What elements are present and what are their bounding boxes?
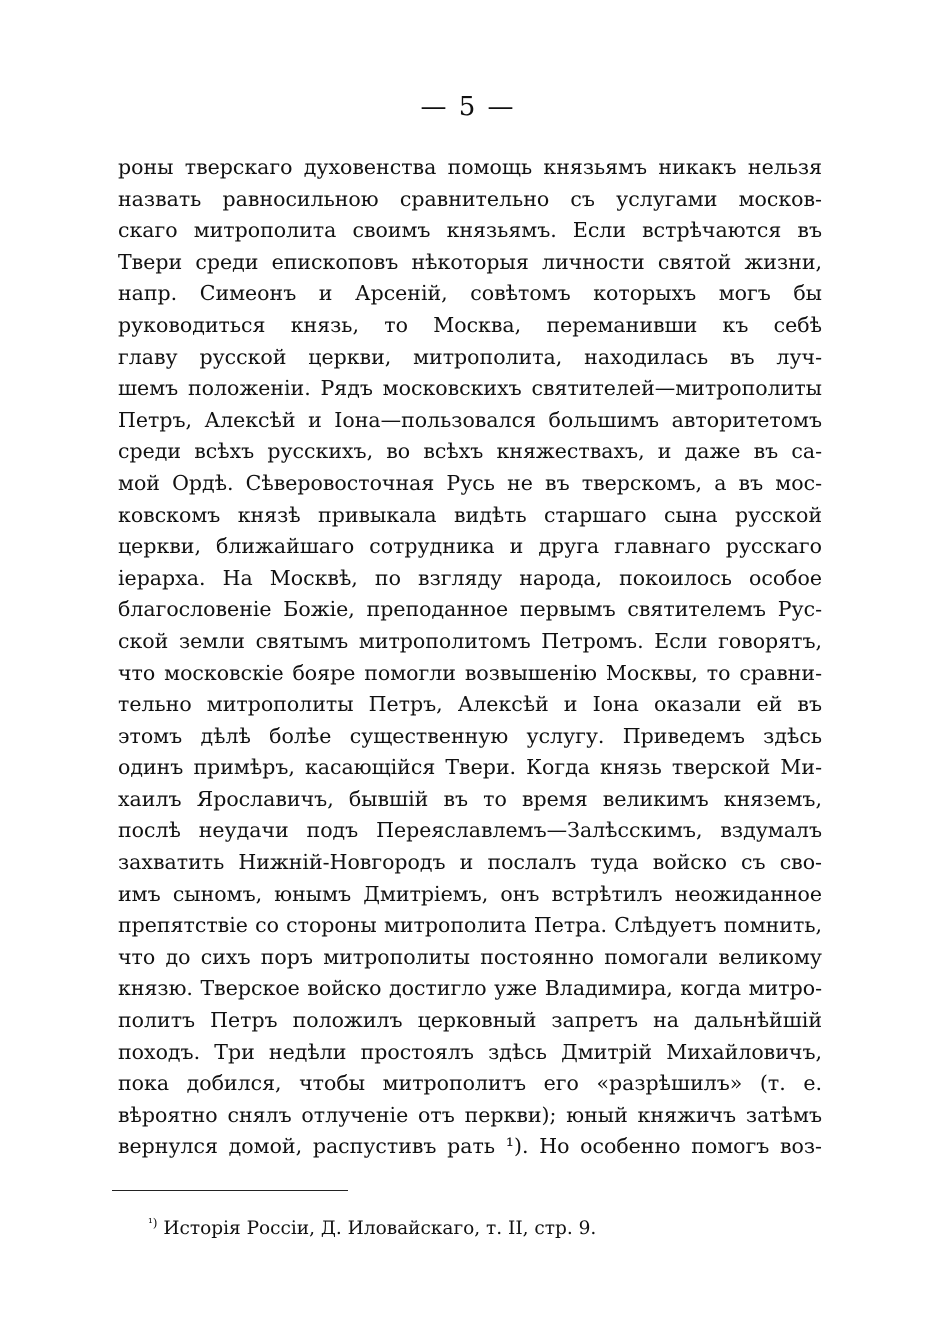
text-line: назвать равносильною сравнительно съ услугами москов- (118, 186, 822, 211)
text-line: имъ сыномъ, юнымъ Дмитрiемъ, онъ встрѣтилъ неожиданное (118, 881, 822, 906)
page-number: — 5 — (420, 92, 516, 122)
text-line: iерарха. На Москвѣ, по взгляду народа, покоилось особое (118, 565, 822, 590)
text-line: этомъ дѣлѣ болѣе существенную услугу. Приведемъ здѣсь (118, 723, 822, 748)
text-line: вѣроятно снялъ отлученiе отъ перкви); юный княжичъ затѣмъ (118, 1102, 822, 1127)
body-text (118, 152, 822, 1163)
text-line: пока добился, чтобы митрополитъ его «разрѣшилъ» (т. е. (118, 1071, 822, 1096)
text-line: захватить Нижнiй-Новгородъ и послалъ туда войско съ сво- (118, 850, 822, 875)
text-line: походъ. Три недѣли простоялъ здѣсь Дмитрiй Михайловичъ, (118, 1039, 822, 1064)
text-line: хаилъ Ярославичъ, бывшiй въ то время великимъ княземъ, (118, 786, 822, 811)
text-line: церкви, ближайшаго сотрудника и друга главнаго русскаго (118, 534, 822, 559)
text-line: напр. Симеонъ и Арсенiй, совѣтомъ которыхъ могъ бы (118, 281, 822, 306)
text-line: вернулся домой, распустивъ рать ¹). Но особенно помогъ воз- (118, 1134, 822, 1159)
text-line: препятствiе со стороны митрополита Петра. Слѣдуетъ помнить, (118, 913, 822, 938)
footnote-text: Исторiя Россiи, Д. Иловайскаго, т. II, стр. 9. (163, 1218, 597, 1240)
text-line: что до сихъ поръ митрополиты постоянно помогали великому (118, 944, 822, 969)
text-line: Петръ, Алексѣй и Iона—пользовался большимъ авторитетомъ (118, 407, 822, 432)
text-line: ковскомъ князѣ привыкала видѣть старшаго сына русской (118, 502, 822, 527)
text-line: шемъ положенiи. Рядъ московскихъ святителей—митрополиты (118, 376, 822, 401)
text-line: главу русской церкви, митрополита, находилась въ луч- (118, 344, 822, 369)
text-line: тельно митрополиты Петръ, Алексѣй и Iона оказали ей въ (118, 692, 822, 717)
text-line: послѣ неудачи подъ Переяславлемъ—Залѣсскимъ, вздумалъ (118, 818, 822, 843)
text-line: руководиться князь, то Москва, переманивши къ себѣ (118, 312, 822, 337)
footnote (148, 1216, 596, 1239)
footnote-divider (112, 1190, 348, 1191)
text-line: политъ Петръ положилъ церковный запретъ на дальнѣйшiй (118, 1008, 822, 1033)
text-line: ской земли святымъ митрополитомъ Петромъ. Если говорятъ, (118, 628, 822, 653)
text-line: Твери среди епископовъ нѣкоторыя личности святой жизни, (118, 249, 822, 274)
text-line: мой Ордѣ. Сѣверовосточная Русь не въ тверскомъ, а въ мос- (118, 470, 822, 495)
text-line: князю. Тверское войско достигло уже Владимира, когда митро- (118, 976, 822, 1001)
footnote-marker: ¹) (148, 1216, 158, 1230)
text-line: скаго митрополита своимъ князьямъ. Если встрѣчаются въ (118, 218, 822, 243)
text-line: одинъ примѣръ, касающiйся Твери. Когда князь тверской Ми- (118, 755, 822, 780)
text-line: среди всѣхъ русскихъ, во всѣхъ княжествахъ, и даже въ са- (118, 439, 822, 464)
text-line: роны тверскаго духовенства помощь князьямъ никакъ нельзя (118, 155, 822, 179)
text-line: что московскiе бояре помогли возвышенiю Москвы, то сравни- (118, 660, 822, 685)
text-line: благословенiе Божiе, преподанное первымъ святителемъ Рус- (118, 597, 822, 622)
